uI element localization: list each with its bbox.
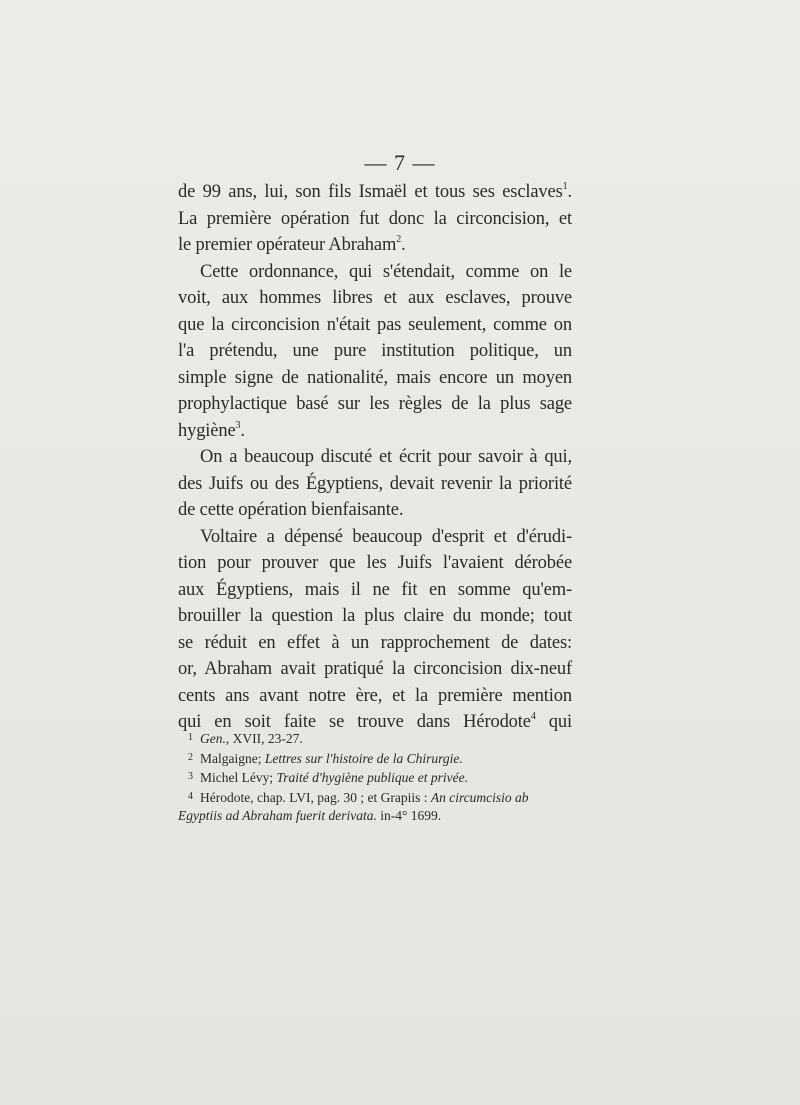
text-line: de cette opération bienfaisante. bbox=[178, 500, 404, 520]
text-line: Voltaire a dépensé beaucoup d'esprit et d'érudi- bbox=[200, 526, 572, 547]
footnote: 4 Hérodote, chap. LVI, pag. 30 ; et Grapiis : An circumcisio ab bbox=[188, 789, 529, 805]
body-text bbox=[178, 179, 572, 736]
footnote-ref: 3 bbox=[235, 419, 241, 431]
text-line: l'a prétendu, une pure institution politique, un bbox=[178, 341, 572, 361]
text-line: des Juifs ou des Égyptiens, devait revenir la priorité bbox=[178, 473, 572, 494]
text-line: le premier opérateur Abraham$^2$. bbox=[178, 234, 406, 255]
text-line: or, Abraham avait pratiqué la circoncision dix-neuf bbox=[178, 659, 572, 679]
text-line: de 99 ans, lui, son fils Ismaël et tous ses esclaves$^1$. bbox=[178, 181, 572, 202]
text-line: aux Égyptiens, mais il ne fit en somme qu'em- bbox=[178, 579, 572, 600]
footnote-ref: 1 bbox=[562, 181, 568, 192]
page-number: — 7 — bbox=[364, 150, 436, 175]
text-line: prophylactique basé sur les règles de la plus sage bbox=[178, 394, 572, 414]
text-line: brouiller la question la plus claire du monde; tout bbox=[178, 606, 572, 626]
text-line: simple signe de nationalité, mais encore un moyen bbox=[178, 367, 572, 388]
text-line: hygiène$^3$. bbox=[178, 419, 245, 441]
footnote: 1 Gen., XVII, 23-27. bbox=[188, 731, 303, 746]
footnote-continuation: Egyptiis ad Abraham fuerit derivata. in-4° 1699. bbox=[178, 808, 442, 823]
footnote-ref: 4 bbox=[530, 711, 536, 722]
text-line: tion pour prouver que les Juifs l'avaient dérobée bbox=[178, 553, 572, 573]
text-line: cents ans avant notre ère, et la première mention bbox=[178, 685, 572, 706]
text-line: que la circoncision n'était pas seulement, comme on bbox=[178, 314, 572, 335]
footnote: 2 Malgaigne; Lettres sur l'histoire de la Chirurgie. bbox=[188, 750, 463, 766]
text-line: voit, aux hommes libres et aux esclaves, prouve bbox=[178, 288, 572, 308]
footnote-ref: 2 bbox=[396, 234, 402, 245]
text-line: qui en soit faite se trouve dans Hérodote$^4$ qui bbox=[178, 711, 572, 732]
text-line: On a beaucoup discuté et écrit pour savoir à qui, bbox=[200, 447, 572, 467]
text-line: La première opération fut donc la circoncision, et bbox=[178, 208, 572, 229]
text-line: se réduit en effet à un rapprochement de dates: bbox=[178, 632, 572, 653]
footnotes bbox=[178, 728, 572, 826]
footnote: 3 Michel Lévy; Traité d'hygiène publique et privée. bbox=[188, 770, 468, 785]
text-line: Cette ordonnance, qui s'étendait, comme on le bbox=[200, 261, 572, 282]
